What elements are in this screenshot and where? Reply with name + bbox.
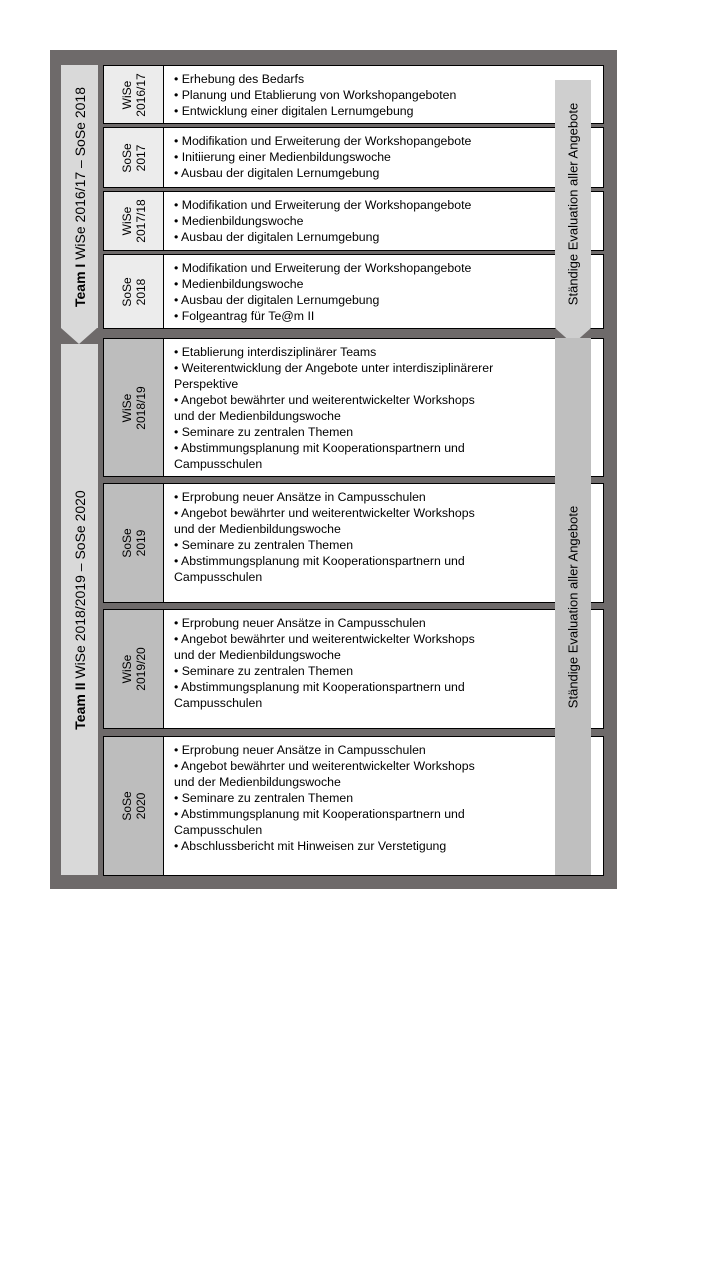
- semester-cell: [104, 339, 164, 476]
- semester-row: [103, 127, 604, 188]
- row-items: [174, 489, 554, 585]
- list-item: Perspektive: [174, 377, 239, 391]
- semester-year: 2019/20: [133, 647, 148, 691]
- semester-type: WiSe: [119, 393, 134, 422]
- phase-team2-title: Team II: [71, 682, 88, 730]
- list-item: • Abstimmungsplanung mit Kooperationspartnern und: [174, 441, 465, 455]
- list-item: • Modifikation und Erweiterung der Workshopangebote: [174, 134, 472, 148]
- list-item: Campusschulen: [174, 457, 263, 471]
- list-item: • Erprobung neuer Ansätze in Campusschulen: [174, 743, 426, 757]
- semester-year: 2018/19: [133, 385, 148, 430]
- list-item: • Abschlussbericht mit Hinweisen zur Verstetigung: [174, 839, 447, 853]
- list-item: • Initiierung einer Medienbildungswoche: [174, 150, 391, 164]
- semester-cell: [104, 610, 164, 728]
- phase-team2: [61, 344, 98, 875]
- list-item: • Seminare zu zentralen Themen: [174, 538, 354, 552]
- semester-year: 2016/17: [133, 72, 148, 117]
- row-items: [174, 71, 554, 119]
- list-item: • Angebot bewährter und weiterentwickelter Workshops: [174, 393, 475, 407]
- evaluation-bar-team2: [555, 338, 591, 875]
- list-item: • Weiterentwicklung der Angebote unter interdisziplinärerer: [174, 361, 494, 375]
- list-item: • Angebot bewährter und weiterentwickelter Workshops: [174, 632, 475, 646]
- row-items: [174, 197, 554, 245]
- list-item: • Abstimmungsplanung mit Kooperationspartnern und: [174, 680, 465, 694]
- row-items: [174, 742, 554, 854]
- list-item: • Medienbildungswoche: [174, 277, 304, 291]
- semester-type: SoSe: [119, 276, 134, 307]
- semester-year: 2020: [133, 792, 148, 820]
- semester-row: [103, 65, 604, 124]
- list-item: und der Medienbildungswoche: [174, 648, 341, 662]
- list-item: • Seminare zu zentralen Themen: [174, 664, 354, 678]
- phase-team2-period: WiSe 2018/2019 – SoSe 2020: [71, 489, 88, 683]
- list-item: • Abstimmungsplanung mit Kooperationspartnern und: [174, 554, 465, 568]
- list-item: • Etablierung interdisziplinärer Teams: [174, 345, 377, 359]
- list-item: • Ausbau der digitalen Lernumgebung: [174, 166, 380, 180]
- row-items: [174, 260, 554, 324]
- phase-team1-label: [72, 87, 88, 307]
- row-items: [174, 133, 554, 181]
- semester-year: 2018: [133, 278, 148, 305]
- list-item: • Erhebung des Bedarfs: [174, 72, 305, 86]
- list-item: • Abstimmungsplanung mit Kooperationspartnern und: [174, 807, 465, 821]
- list-item: Campusschulen: [174, 823, 263, 837]
- semester-row: [103, 609, 604, 729]
- phase-team1-period: WiSe 2016/17 – SoSe 2018: [71, 86, 88, 264]
- list-item: • Planung und Etablierung von Workshopangeboten: [174, 88, 457, 102]
- semester-type: SoSe: [119, 528, 134, 558]
- semester-type: WiSe: [119, 654, 134, 684]
- semester-type: WiSe: [119, 80, 134, 109]
- phase-team1-arrow: [61, 328, 97, 344]
- semester-year: 2017/18: [133, 199, 148, 243]
- semester-type: SoSe: [119, 142, 134, 173]
- semester-row: [103, 254, 604, 329]
- semester-cell: [104, 255, 164, 328]
- semester-cell: [104, 128, 164, 187]
- list-item: • Modifikation und Erweiterung der Workshopangebote: [174, 198, 472, 212]
- list-item: • Entwicklung einer digitalen Lernumgebung: [174, 104, 414, 118]
- phase-team1-title: Team I: [71, 263, 88, 307]
- semester-cell: [104, 66, 164, 123]
- list-item: • Modifikation und Erweiterung der Workshopangebote: [174, 261, 472, 275]
- semester-year: 2019: [133, 529, 148, 557]
- list-item: • Erprobung neuer Ansätze in Campusschulen: [174, 490, 426, 504]
- list-item: und der Medienbildungswoche: [174, 409, 341, 423]
- semester-cell: [104, 192, 164, 250]
- list-item: • Angebot bewährter und weiterentwickelter Workshops: [174, 506, 475, 520]
- list-item: • Ausbau der digitalen Lernumgebung: [174, 293, 380, 307]
- list-item: und der Medienbildungswoche: [174, 522, 341, 536]
- semester-cell: [104, 484, 164, 602]
- evaluation-label-team2: Ständige Evaluation aller Angebote: [565, 505, 581, 708]
- semester-year: 2017: [133, 144, 148, 171]
- row-items: [174, 344, 554, 472]
- semester-row: [103, 191, 604, 251]
- list-item: • Erprobung neuer Ansätze in Campusschulen: [174, 616, 426, 630]
- row-items: [174, 615, 554, 711]
- list-item: • Seminare zu zentralen Themen: [174, 425, 354, 439]
- list-item: • Ausbau der digitalen Lernumgebung: [174, 230, 380, 244]
- semester-cell: [104, 737, 164, 875]
- semester-row: [103, 483, 604, 603]
- semester-row: [103, 736, 604, 876]
- evaluation-bar-team1: [555, 80, 591, 328]
- list-item: • Seminare zu zentralen Themen: [174, 791, 354, 805]
- evaluation-label-team1: Ständige Evaluation aller Angebote: [565, 102, 581, 306]
- list-item: • Folgeantrag für Te@m II: [174, 309, 315, 323]
- semester-row: [103, 338, 604, 477]
- list-item: • Medienbildungswoche: [174, 214, 304, 228]
- semester-type: WiSe: [119, 206, 134, 236]
- phase-team2-label: [72, 490, 88, 729]
- phase-team1: [61, 65, 98, 328]
- list-item: • Angebot bewährter und weiterentwickelter Workshops: [174, 759, 475, 773]
- semester-type: SoSe: [119, 791, 134, 821]
- list-item: Campusschulen: [174, 696, 263, 710]
- list-item: Campusschulen: [174, 570, 263, 584]
- list-item: und der Medienbildungswoche: [174, 775, 341, 789]
